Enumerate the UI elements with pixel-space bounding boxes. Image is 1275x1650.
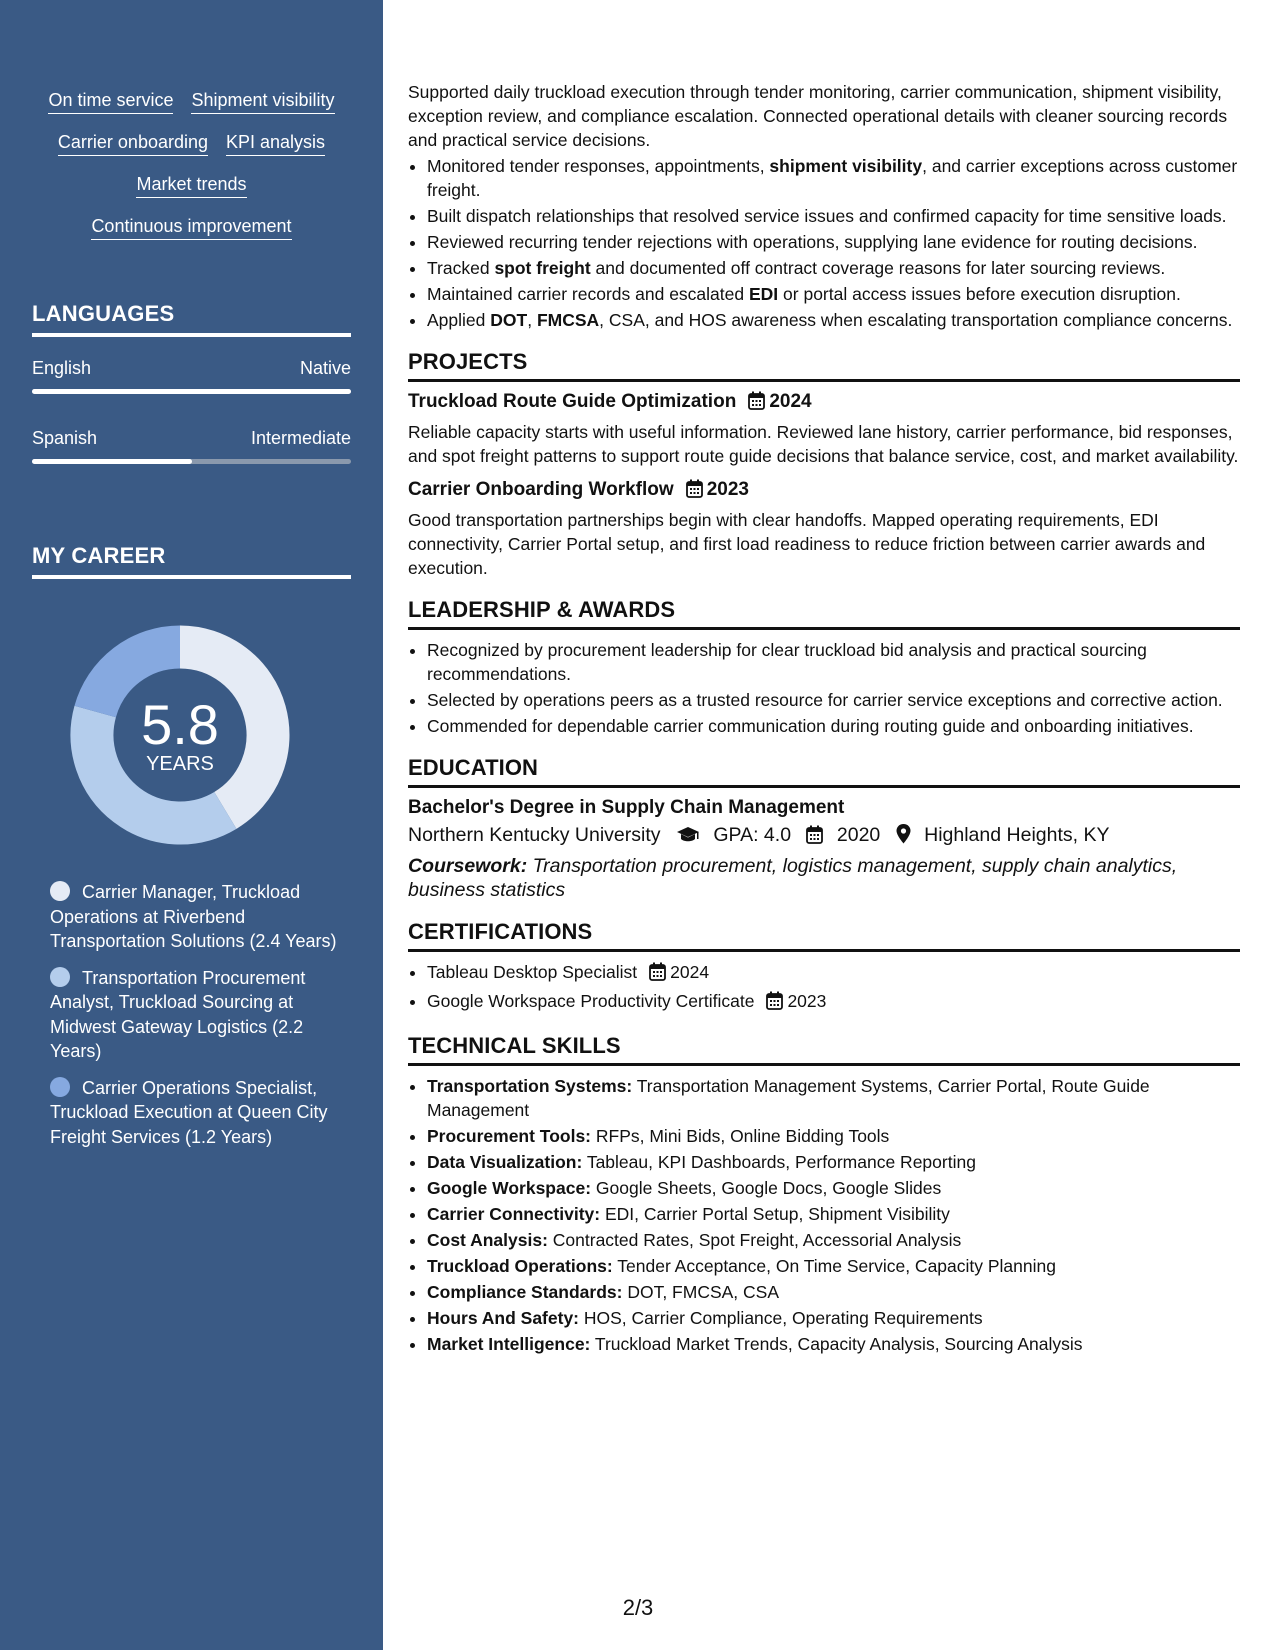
bullet-text-run: , xyxy=(527,310,537,330)
bullet-text-run: and documented off contract coverage reasons for later sourcing reviews. xyxy=(590,258,1166,278)
location: Highland Heights, KY xyxy=(924,824,1110,846)
skill-tag: Carrier onboarding xyxy=(58,130,208,156)
projects-heading: PROJECTS xyxy=(408,350,1240,382)
leadership-item: • Recognized by procurement leadership for clear truckload bid analysis and practical sourcing recommendations. xyxy=(427,638,1240,686)
bullet-text-run: FMCSA xyxy=(536,310,600,330)
project-description: Reliable capacity starts with useful information. Reviewed lane history, carrier performance, bid responses, and spot freight patterns to support route guide decisions that balance service, cost, and market availability. xyxy=(408,422,1239,466)
bullet-text-run: Applied xyxy=(427,310,491,330)
main-content xyxy=(408,80,1240,1358)
skill-category: Hours And Safety: xyxy=(427,1308,580,1328)
languages-heading: LANGUAGES xyxy=(32,301,351,337)
coursework-text: Transportation procurement, logistics management, supply chain analytics, business statistics xyxy=(408,855,1178,901)
language-english xyxy=(32,358,351,394)
skill-values: Google Sheets, Google Docs, Google Slides xyxy=(591,1178,942,1198)
skill-category: Compliance Standards: xyxy=(427,1282,623,1302)
career-total-years: 5.8 xyxy=(141,693,219,756)
tag-row xyxy=(32,88,351,114)
bullet-text-run: shipment visibility xyxy=(769,156,923,176)
gpa: GPA: 4.0 xyxy=(713,824,792,846)
project-description: Good transportation partnerships begin with clear handoffs. Mapped operating requirements, EDI connectivity, Carrier Portal setup, and first load readiness to reduce friction between carrier awards and execution. xyxy=(408,510,1206,578)
career-heading: MY CAREER xyxy=(32,543,351,579)
certifications-list xyxy=(408,960,1240,1016)
skill-values: RFPs, Mini Bids, Online Bidding Tools xyxy=(591,1126,890,1146)
skill-values: HOS, Carrier Compliance, Operating Requirements xyxy=(579,1308,983,1328)
experience-summary: Supported daily truckload execution through tender monitoring, carrier communication, shipment visibility, exception review, and compliance escalation. Connected operational details with cleaner sourcing records and practical service decisions. xyxy=(408,82,1228,150)
career-legend-dot xyxy=(50,1077,70,1097)
skill-item xyxy=(427,1202,1240,1226)
bullet-text-run: DOT xyxy=(490,310,528,330)
graduation-year: 2020 xyxy=(836,824,881,846)
bullet-text-run: Tracked xyxy=(427,258,495,278)
bullet-text-run: Maintained carrier records and escalated xyxy=(427,284,749,304)
graduation-cap-icon xyxy=(676,826,700,850)
career-legend-dot xyxy=(50,967,70,987)
coursework-label: Coursework: xyxy=(408,855,528,877)
calendar-icon xyxy=(649,962,666,987)
language-level: Native xyxy=(299,358,351,378)
skill-tag: On time service xyxy=(48,88,173,114)
skill-values: Tender Acceptance, On Time Service, Capacity Planning xyxy=(612,1256,1056,1276)
career-item xyxy=(50,880,340,954)
skill-values: Tableau, KPI Dashboards, Performance Reporting xyxy=(582,1152,976,1172)
language-bar xyxy=(32,459,351,464)
experience-bullet xyxy=(427,204,1240,228)
career-item xyxy=(50,966,340,1064)
certification-year: 2023 xyxy=(787,991,827,1011)
skills-list xyxy=(408,1074,1240,1356)
project-title: Truckload Route Guide Optimization xyxy=(408,391,737,412)
skill-item xyxy=(427,1228,1240,1252)
calendar-icon xyxy=(766,991,783,1016)
leadership-item: • Commended for dependable carrier communication during routing guide and onboarding initiatives. xyxy=(427,714,1240,738)
experience-bullet xyxy=(427,256,1240,280)
language-name: Spanish xyxy=(32,428,98,448)
skill-tag: Market trends xyxy=(136,172,246,198)
bullet-text-run: spot freight xyxy=(494,258,591,278)
language-bar xyxy=(32,389,351,394)
leadership-list xyxy=(408,638,1240,738)
skill-tag: Shipment visibility xyxy=(191,88,334,114)
experience-bullet xyxy=(427,154,1240,202)
skill-category: Transportation Systems: xyxy=(427,1076,633,1096)
certification-year: 2024 xyxy=(670,962,710,982)
career-item-text: Carrier Manager, Truckload Operations at Riverbend Transportation Solutions (2.4 Years) xyxy=(50,882,337,951)
language-bar-fill xyxy=(32,389,351,394)
skills-heading: TECHNICAL SKILLS xyxy=(408,1034,1240,1066)
bullet-text-run: , CSA, and HOS awareness when escalating transportation compliance concerns. xyxy=(599,310,1233,330)
project-title-row xyxy=(408,390,1240,417)
project-year: 2023 xyxy=(706,479,749,500)
bullet-text-run: Monitored tender responses, appointments, xyxy=(427,156,770,176)
experience-bullet xyxy=(427,282,1240,306)
career-years-label: YEARS xyxy=(146,753,214,775)
project-year: 2024 xyxy=(769,391,812,412)
career-list xyxy=(50,880,340,1161)
degree-title: Bachelor's Degree in Supply Chain Management xyxy=(408,797,845,818)
bullet-text-run: , and carrier exceptions across customer freight. xyxy=(427,156,1238,200)
skill-tag: Continuous improvement xyxy=(91,214,291,240)
skill-item xyxy=(427,1176,1240,1200)
skill-item xyxy=(427,1254,1240,1278)
bullet-text-run: or portal access issues before execution disruption. xyxy=(778,284,1181,304)
certifications-heading: CERTIFICATIONS xyxy=(408,920,1240,952)
leadership-item: • Selected by operations peers as a trusted resource for carrier service exceptions and corrective action. xyxy=(427,688,1240,712)
experience-bullet xyxy=(427,308,1240,332)
certification-name: Tableau Desktop Specialist xyxy=(427,962,638,982)
skill-category: Google Workspace: xyxy=(427,1178,592,1198)
skill-category: Truckload Operations: xyxy=(427,1256,613,1276)
page-number: 2/3 xyxy=(622,1595,654,1620)
coursework xyxy=(408,854,1240,902)
language-level: Intermediate xyxy=(250,428,351,448)
skill-item xyxy=(427,1124,1240,1148)
calendar-icon xyxy=(806,825,823,850)
calendar-icon xyxy=(748,391,765,417)
location-pin-icon xyxy=(896,824,911,850)
career-legend-dot xyxy=(50,881,70,901)
skill-item xyxy=(427,1074,1240,1122)
skill-category: Market Intelligence: xyxy=(427,1334,591,1354)
education-heading: EDUCATION xyxy=(408,756,1240,788)
career-donut-chart xyxy=(62,617,298,853)
skill-category: Cost Analysis: xyxy=(427,1230,548,1250)
skill-values: Truckload Market Trends, Capacity Analysis, Sourcing Analysis xyxy=(590,1334,1083,1354)
skill-category: Procurement Tools: xyxy=(427,1126,592,1146)
experience-bullets xyxy=(408,154,1240,332)
skill-item xyxy=(427,1306,1240,1330)
certification-name: Google Workspace Productivity Certificate xyxy=(427,991,755,1011)
language-spanish xyxy=(32,428,351,464)
project-title-row xyxy=(408,478,1240,505)
tag-row xyxy=(32,214,351,240)
skill-values: EDI, Carrier Portal Setup, Shipment Visibility xyxy=(600,1204,950,1224)
sidebar xyxy=(0,0,383,1650)
certification-item xyxy=(427,960,1240,987)
skill-category: Data Visualization: xyxy=(427,1152,583,1172)
bullet-text-run: EDI xyxy=(748,284,779,304)
tag-row xyxy=(32,172,351,198)
career-item-text: Transportation Procurement Analyst, Truckload Sourcing at Midwest Gateway Logistics (2.2 Years) xyxy=(50,967,306,1061)
skill-item xyxy=(427,1332,1240,1356)
tag-row xyxy=(32,130,351,156)
skill-item xyxy=(427,1280,1240,1304)
skill-item xyxy=(427,1150,1240,1174)
skill-values: Transportation Management Systems, Carrier Portal, Route Guide Management xyxy=(427,1076,1150,1120)
career-item-text: Carrier Operations Specialist, Truckload Execution at Queen City Freight Services (1.2 Years) xyxy=(50,1077,328,1147)
skill-tag: KPI analysis xyxy=(226,130,325,156)
skill-tags xyxy=(32,88,351,256)
skill-category: Carrier Connectivity: xyxy=(427,1204,601,1224)
bullet-text-run: Built dispatch relationships that resolved service issues and confirmed capacity for time sensitive loads. xyxy=(427,206,1227,226)
skill-values: DOT, FMCSA, CSA xyxy=(622,1282,780,1302)
school-name: Northern Kentucky University xyxy=(408,824,661,846)
leadership-heading: LEADERSHIP & AWARDS xyxy=(408,598,1240,630)
language-name: English xyxy=(32,358,92,378)
projects-list xyxy=(408,390,1240,580)
calendar-icon xyxy=(686,479,703,505)
career-item xyxy=(50,1076,340,1150)
language-bar-fill xyxy=(32,459,192,464)
skill-values: Contracted Rates, Spot Freight, Accessorial Analysis xyxy=(547,1230,962,1250)
bullet-text-run: Reviewed recurring tender rejections with operations, supplying lane evidence for routing decisions. xyxy=(427,232,1198,252)
education-details xyxy=(408,823,1240,850)
certification-item xyxy=(427,989,1240,1016)
project-title: Carrier Onboarding Workflow xyxy=(408,479,674,500)
experience-bullet xyxy=(427,230,1240,254)
